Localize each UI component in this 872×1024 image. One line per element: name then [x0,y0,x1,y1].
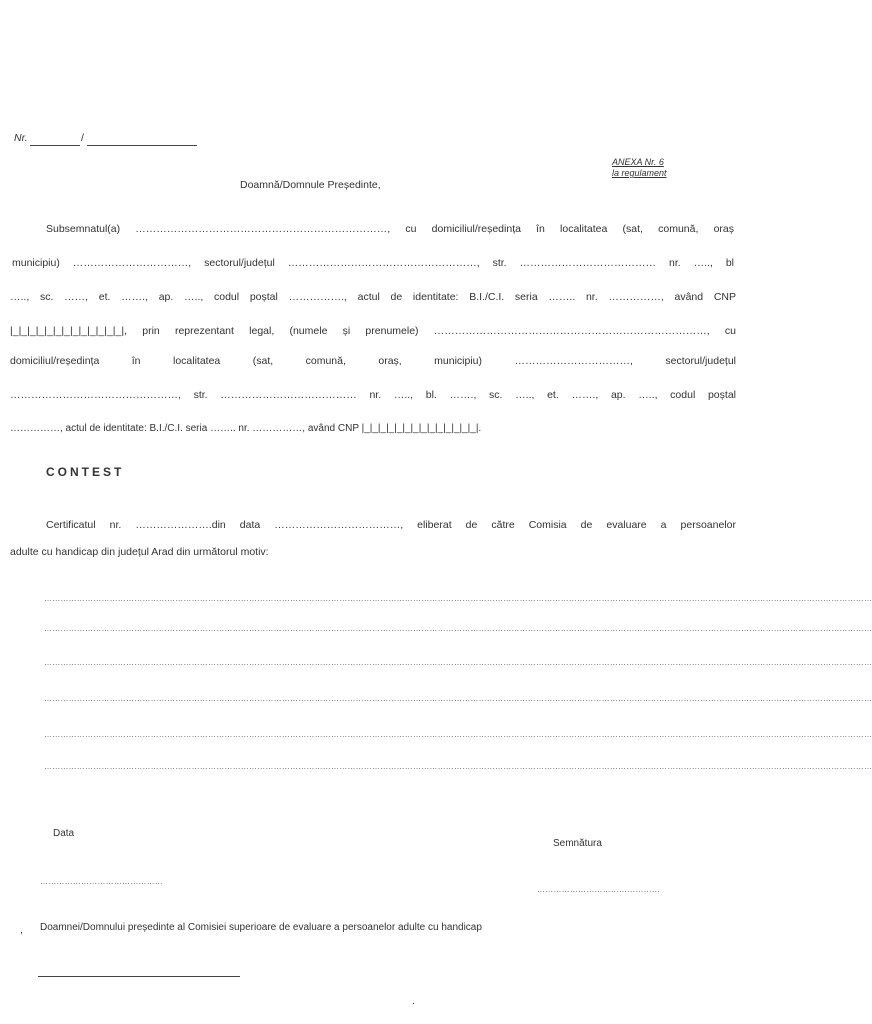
reason-line-3: …………………………………………………………………………………………………………………………………………………………………………………………………………………………………………………………………………… [44,658,872,667]
body-line-5: domiciliul/reședința în localitatea (sat, comună, oraș, municipiu) ……………………………, sectorul/județul [10,355,736,367]
footer-underline [38,976,240,977]
contest-heading: CONTEST [46,465,125,479]
footer-addressee: Doamnei/Domnului președinte al Comisiei superioare de evaluare a persoanelor adulte cu handicap [40,922,482,933]
signature-dotted-line: ……………………………………… [537,885,660,894]
reason-line-1: …………………………………………………………………………………………………………………………………………………………………………………………………………………………………………………………………………… [44,594,872,603]
date-label: Data [53,828,75,839]
signature-label: Semnătura [553,838,602,849]
footer-mark: . [412,995,415,1007]
body-line-7: ……………, actul de identitate: B.I./C.I. seria …….. nr. ……………, având CNP |_|_|_|_|_|_|_|_|_|_|_|_|_|_|. [10,423,482,434]
footer-bullet: , [20,924,23,936]
reason-line-6: …………………………………………………………………………………………………………………………………………………………………………………………………………………………………………………………………………… [44,762,872,771]
nr-date-underline [87,145,197,146]
nr-slash: / [81,132,84,144]
body-line-6: …………………………………………, str. ………………………………… nr. ….., bl. ……., sc. ….., et. ……., ap. ….., codul poștal [10,389,736,401]
reason-line-5: …………………………………………………………………………………………………………………………………………………………………………………………………………………………………………………………………………… [44,730,872,739]
annex-number: ANEXA Nr. 6 [612,157,664,167]
annex-regulation: la regulament [612,168,667,178]
nr-underline [30,145,80,146]
body-line-3: ….., sc. ……, et. ……., ap. ….., codul poștal ……………., actul de identitate: B.I./C.I. seria …….. nr. ……………, având CNP [10,291,736,303]
date-dotted-line: ……………………………………… [40,877,163,886]
nr-label: Nr. [14,132,28,144]
body-line-1: Subsemnatul(a) ………………………………………………………………, cu domiciliul/reședința în localitatea (sat, comună, oraș [46,223,734,235]
body-line-2: municipiu) ……………………………, sectorul/județul ………………………………………………, str. ………………………………… nr. ….., bl [12,257,734,269]
reason-line-2: …………………………………………………………………………………………………………………………………………………………………………………………………………………………………………………………………………… [44,624,872,633]
salutation: Doamnă/Domnule Președinte, [240,179,381,191]
contest-line-2: adulte cu handicap din județul Arad din următorul motiv: [10,546,269,558]
reason-line-4: …………………………………………………………………………………………………………………………………………………………………………………………………………………………………………………………………………… [44,694,872,703]
body-line-4: |_|_|_|_|_|_|_|_|_|_|_|_|_|, prin reprezentant legal, (numele și prenumele) ……………………………………………………………………, cu [10,325,736,337]
contest-line-1: Certificatul nr. ………………….din data ………………………………, eliberat de către Comisia de evaluare a persoanelor [46,519,736,531]
